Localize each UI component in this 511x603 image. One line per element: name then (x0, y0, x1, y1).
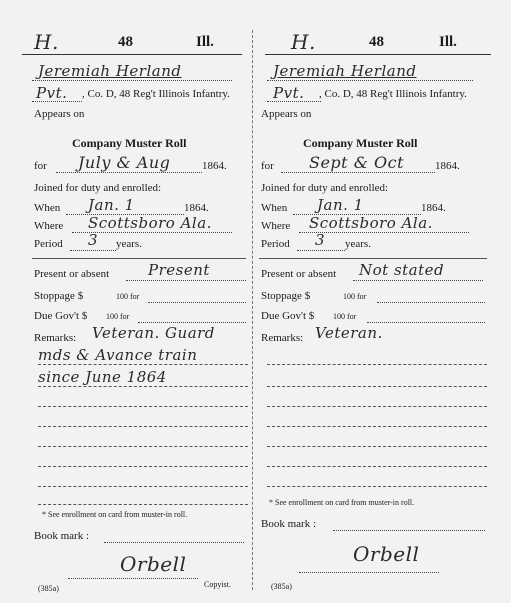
remark-rule (38, 426, 248, 427)
stoppage-label: Stoppage $ (261, 290, 311, 302)
present-rule (353, 280, 483, 281)
header-rule (22, 54, 242, 55)
for-rule (281, 172, 435, 173)
period-label: Period (261, 238, 290, 250)
remark-rule (38, 386, 248, 387)
muster-card-right (259, 0, 505, 603)
period-rule (297, 250, 345, 251)
company-text: , Co. D, 48 Reg't Illinois Infantry. (319, 88, 467, 100)
where-label: Where (34, 220, 64, 232)
when-label: When (261, 202, 288, 214)
card-initial: H. (291, 30, 316, 54)
remark-rule (38, 406, 248, 407)
remark-rule (38, 466, 248, 467)
roll-title: Company Muster Roll (303, 136, 418, 150)
form-number: (385a) (271, 582, 292, 591)
rank: Pvt. (36, 84, 68, 102)
form-number: (385a) (38, 584, 59, 593)
when-value: Jan. 1 (88, 196, 135, 214)
stoppage-suffix: 100 for (116, 292, 140, 301)
remark-rule (267, 426, 487, 427)
copyist-signature: Orbell (353, 542, 420, 566)
soldier-name: Jeremiah Herland (273, 62, 417, 80)
signature-rule (68, 578, 198, 579)
for-rule (56, 172, 202, 173)
joined-label: Joined for duty and enrolled: (34, 182, 162, 194)
remark-rule (267, 446, 487, 447)
roll-title: Company Muster Roll (72, 136, 187, 150)
remarks-line-2: mds & Avance train (38, 346, 198, 364)
footnote: * See enrollment on card from muster-in roll. (42, 510, 188, 519)
bookmark-label: Book mark : (34, 530, 89, 542)
appears-on: Appears on (261, 108, 312, 120)
copyist-signature: Orbell (120, 552, 187, 576)
due-label: Due Gov't $ (261, 310, 315, 322)
bookmark-label: Book mark : (261, 518, 316, 530)
rank: Pvt. (273, 84, 305, 102)
period-label: Period (34, 238, 63, 250)
joined-label: Joined for duty and enrolled: (261, 182, 389, 194)
for-period: July & Aug (78, 153, 171, 172)
stoppage-rule (377, 302, 485, 303)
footnote: * See enrollment on card from muster-in roll. (269, 498, 415, 507)
remark-rule (38, 486, 248, 487)
due-label: Due Gov't $ (34, 310, 88, 322)
remarks-line-1: Veteran. Guard (92, 324, 215, 342)
present-label: Present or absent (261, 268, 337, 280)
state-abbr: Ill. (439, 34, 457, 50)
present-label: Present or absent (34, 268, 110, 280)
regiment-number: 48 (118, 34, 133, 50)
rank-rule (32, 101, 82, 102)
remark-rule (267, 364, 487, 365)
stoppage-label: Stoppage $ (34, 290, 84, 302)
period-rule (70, 250, 116, 251)
regiment-number: 48 (369, 34, 384, 50)
company-text: , Co. D, 48 Reg't Illinois Infantry. (82, 88, 230, 100)
state-abbr: Ill. (196, 34, 214, 50)
remark-rule (267, 466, 487, 467)
where-label: Where (261, 220, 291, 232)
remarks-line-1: Veteran. (315, 324, 383, 342)
when-year: 1864. (184, 202, 209, 214)
when-year: 1864. (421, 202, 446, 214)
header-rule (265, 54, 491, 55)
for-label: for (261, 160, 274, 172)
name-rule (32, 80, 232, 81)
when-label: When (34, 202, 61, 214)
due-suffix: 100 for (106, 312, 130, 321)
present-value: Not stated (359, 261, 445, 279)
present-value: Present (148, 261, 210, 279)
due-suffix: 100 for (333, 312, 357, 321)
remark-rule (38, 364, 248, 365)
copyist-label: Copyist. (204, 580, 231, 589)
period-value: 3 (88, 231, 99, 249)
bookmark-rule (333, 530, 485, 531)
bookmark-rule (104, 542, 244, 543)
card-initial: H. (34, 30, 59, 54)
section-rule (32, 258, 246, 259)
stoppage-suffix: 100 for (343, 292, 367, 301)
appears-on: Appears on (34, 108, 85, 120)
remark-rule (267, 486, 487, 487)
signature-rule (299, 572, 439, 573)
remark-rule (38, 446, 248, 447)
year: 1864. (202, 160, 227, 172)
remarks-label: Remarks: (261, 332, 304, 344)
muster-card-left (8, 0, 254, 603)
rank-rule (267, 101, 321, 102)
remark-rule (38, 504, 248, 505)
remark-rule (267, 386, 487, 387)
period-unit: years. (116, 238, 142, 250)
where-value: Scottsboro Ala. (88, 214, 212, 232)
present-rule (126, 280, 246, 281)
for-period: Sept & Oct (309, 153, 405, 172)
period-unit: years. (345, 238, 371, 250)
name-rule (267, 80, 473, 81)
remark-rule (267, 406, 487, 407)
due-rule (138, 322, 246, 323)
where-value: Scottsboro Ala. (309, 214, 433, 232)
remarks-line-3: since June 1864 (38, 368, 167, 386)
stoppage-rule (148, 302, 246, 303)
section-rule (259, 258, 487, 259)
soldier-name: Jeremiah Herland (38, 62, 182, 80)
due-rule (367, 322, 485, 323)
remarks-label: Remarks: (34, 332, 77, 344)
period-value: 3 (315, 231, 326, 249)
when-value: Jan. 1 (317, 196, 364, 214)
year: 1864. (435, 160, 460, 172)
for-label: for (34, 160, 47, 172)
